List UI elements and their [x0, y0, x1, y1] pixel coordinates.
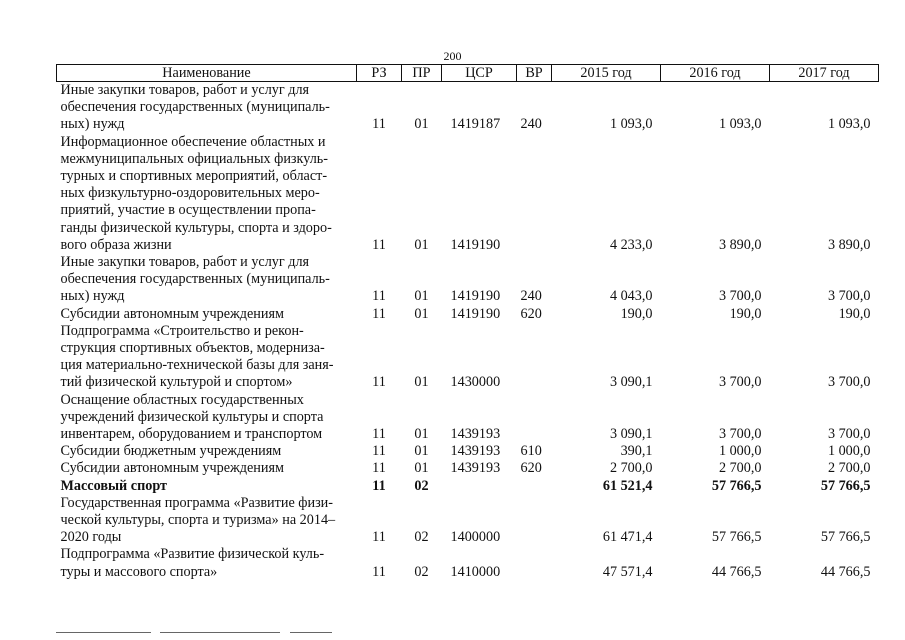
row-vr	[517, 495, 552, 547]
row-value-2016: 1 093,0	[718, 116, 762, 133]
row-value-2017: 1 093,0	[827, 116, 871, 133]
header-year-2015: 2015 год	[552, 65, 661, 82]
row-value-2017: 1 000,0	[827, 443, 871, 460]
row-vr	[517, 323, 552, 392]
row-csr: 1419190	[450, 305, 501, 322]
row-rz: 11	[372, 374, 386, 391]
row-vr: 620	[520, 305, 542, 322]
budget-table	[56, 64, 879, 581]
row-value-2016: 1 000,0	[718, 443, 762, 460]
row-name	[57, 134, 357, 254]
table-row	[57, 443, 879, 460]
row-value-2015: 4 043,0	[609, 288, 653, 305]
row-name	[57, 478, 357, 495]
table-row	[57, 460, 879, 477]
row-name-line: Оснащение областных государственных	[60, 391, 304, 408]
row-name-line: струкция спортивных объектов, модерниза-	[60, 340, 325, 357]
table-header-row	[57, 65, 879, 82]
row-name-line: ция материально-технической базы для заня-	[60, 357, 334, 374]
row-value-2017: 3 700,0	[827, 426, 871, 443]
row-value-2017: 57 766,5	[820, 477, 871, 494]
row-name-line: приятий, участие в осуществлении пропа-	[60, 202, 316, 219]
row-csr: 1439193	[450, 460, 501, 477]
row-name	[57, 443, 357, 460]
row-name-line: учреждений физической культуры и спорта	[60, 408, 324, 425]
row-pr: 02	[414, 563, 429, 580]
row-name-line: ных физкультурно-оздоровительных меро-	[60, 185, 320, 202]
row-name	[57, 460, 357, 477]
row-name-line: турных и спортивных мероприятий, област-	[60, 168, 328, 185]
row-value-2015: 61 521,4	[602, 477, 653, 494]
row-name-line: вого образа жизни	[60, 236, 172, 253]
row-name-line: Информационное обеспечение областных и	[60, 133, 326, 150]
table-row	[57, 82, 879, 134]
row-value-2016: 44 766,5	[711, 563, 762, 580]
row-value-2015: 1 093,0	[609, 116, 653, 133]
row-value-2015: 47 571,4	[602, 563, 653, 580]
row-rz: 11	[372, 477, 386, 494]
row-name-line: Иные закупки товаров, работ и услуг для	[60, 82, 310, 98]
row-pr: 02	[414, 477, 429, 494]
row-value-2016: 57 766,5	[711, 529, 762, 546]
footer-rule	[290, 632, 332, 633]
table-row	[57, 134, 879, 254]
row-pr: 01	[414, 443, 429, 460]
row-vr	[517, 134, 552, 254]
row-value-2015: 3 090,1	[609, 374, 653, 391]
row-value-2016: 57 766,5	[711, 477, 762, 494]
row-value-2015: 3 090,1	[609, 426, 653, 443]
page-number: 200	[443, 49, 462, 63]
row-name	[57, 392, 357, 444]
row-value-2016: 3 700,0	[718, 426, 762, 443]
row-value-2016: 3 700,0	[718, 374, 762, 391]
row-pr: 02	[414, 529, 429, 546]
row-rz: 11	[372, 236, 386, 253]
row-value-2016: 3 700,0	[718, 288, 762, 305]
row-pr: 01	[414, 374, 429, 391]
row-name-line: Массовый спорт	[60, 477, 168, 494]
row-name	[57, 82, 357, 134]
row-vr: 240	[520, 116, 542, 133]
row-csr: 1410000	[450, 563, 501, 580]
table-row	[57, 478, 879, 495]
row-name-line: Государственная программа «Развитие физи-	[60, 494, 333, 511]
row-value-2015: 4 233,0	[609, 236, 653, 253]
row-rz: 11	[372, 288, 386, 305]
table-body	[57, 82, 879, 581]
row-name-line: тий физической культурой и спортом»	[60, 374, 293, 391]
row-name-line: ганды физической культуры, спорта и здоро-	[60, 219, 332, 236]
row-csr: 1419190	[450, 288, 501, 305]
row-value-2015: 61 471,4	[602, 529, 653, 546]
row-vr: 620	[520, 460, 542, 477]
row-value-2015: 190,0	[620, 305, 653, 322]
table-row	[57, 306, 879, 323]
row-name	[57, 546, 357, 580]
table-row	[57, 392, 879, 444]
row-value-2016: 2 700,0	[718, 460, 762, 477]
row-vr	[517, 392, 552, 444]
row-csr: 1439193	[450, 443, 501, 460]
footer-rule	[56, 632, 151, 633]
row-value-2015: 390,1	[620, 443, 653, 460]
row-name-line: межмуниципальных официальных физкуль-	[60, 150, 328, 167]
row-name-line: ных) нужд	[60, 288, 125, 305]
row-pr: 01	[414, 236, 429, 253]
row-value-2017: 3 700,0	[827, 374, 871, 391]
row-name-line: Субсидии автономным учреждениям	[60, 305, 284, 322]
row-pr: 01	[414, 460, 429, 477]
row-rz: 11	[372, 563, 386, 580]
table-row	[57, 323, 879, 392]
row-csr: 1400000	[450, 529, 501, 546]
header-name: Наименование	[57, 65, 357, 82]
row-name	[57, 495, 357, 547]
row-rz: 11	[372, 529, 386, 546]
row-vr	[517, 546, 552, 580]
table-row	[57, 254, 879, 306]
row-value-2017: 2 700,0	[827, 460, 871, 477]
row-name	[57, 306, 357, 323]
header-vr: ВР	[517, 65, 552, 82]
footer-rule	[160, 632, 280, 633]
row-name-line: Подпрограмма «Строительство и рекон-	[60, 322, 304, 339]
row-pr: 01	[414, 288, 429, 305]
row-rz: 11	[372, 305, 386, 322]
table-row	[57, 546, 879, 580]
header-year-2017: 2017 год	[770, 65, 879, 82]
row-pr: 01	[414, 305, 429, 322]
row-value-2015: 2 700,0	[609, 460, 653, 477]
row-name-line: ческой культуры, спорта и туризма» на 2014–	[60, 512, 336, 529]
row-vr: 240	[520, 288, 542, 305]
row-value-2016: 190,0	[729, 305, 762, 322]
row-value-2017: 190,0	[838, 305, 871, 322]
row-name-line: ных) нужд	[60, 116, 125, 133]
row-csr: 1419187	[450, 116, 501, 133]
row-name-line: туры и массового спорта»	[60, 563, 218, 580]
row-value-2017: 3 890,0	[827, 236, 871, 253]
row-name-line: Субсидии автономным учреждениям	[60, 460, 284, 477]
row-csr	[442, 478, 517, 495]
row-name-line: Субсидии бюджетным учреждениям	[60, 443, 282, 460]
row-name-line: Иные закупки товаров, работ и услуг для	[60, 254, 310, 271]
row-name-line: инвентарем, оборудованием и транспортом	[60, 426, 323, 443]
row-name	[57, 254, 357, 306]
row-name-line: Подпрограмма «Развитие физической куль-	[60, 546, 325, 563]
row-value-2017: 44 766,5	[820, 563, 871, 580]
row-csr: 1439193	[450, 426, 501, 443]
row-rz: 11	[372, 460, 386, 477]
header-csr: ЦСР	[442, 65, 517, 82]
row-value-2016: 3 890,0	[718, 236, 762, 253]
row-csr: 1419190	[450, 236, 501, 253]
row-rz: 11	[372, 426, 386, 443]
header-rz: РЗ	[357, 65, 402, 82]
row-value-2017: 57 766,5	[820, 529, 871, 546]
table-row	[57, 495, 879, 547]
row-name-line: обеспечения государственных (муниципаль-	[60, 271, 330, 288]
row-vr: 610	[520, 443, 542, 460]
row-rz: 11	[372, 116, 386, 133]
row-name	[57, 323, 357, 392]
row-pr: 01	[414, 116, 429, 133]
row-pr: 01	[414, 426, 429, 443]
header-pr: ПР	[402, 65, 442, 82]
header-year-2016: 2016 год	[661, 65, 770, 82]
row-value-2017: 3 700,0	[827, 288, 871, 305]
row-rz: 11	[372, 443, 386, 460]
row-vr	[517, 478, 552, 495]
row-name-line: обеспечения государственных (муниципаль-	[60, 99, 330, 116]
row-csr: 1430000	[450, 374, 501, 391]
row-name-line: 2020 годы	[60, 529, 122, 546]
